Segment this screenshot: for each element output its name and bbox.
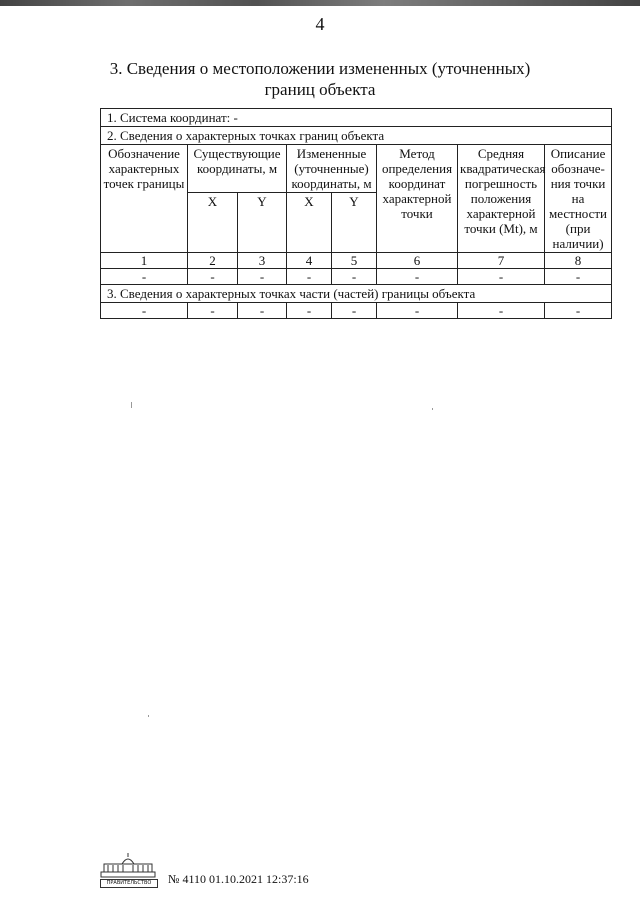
header-y-changed: Y [332,193,377,253]
table-cell: - [287,303,332,319]
coord-system-cell: 1. Система координат: - [101,109,612,127]
table-cell: - [287,269,332,285]
section2-heading-cell: 2. Сведения о характерных точках границ объекта [101,127,612,145]
table-cell: - [238,303,287,319]
column-number: 6 [377,253,458,269]
column-number-row [101,253,612,269]
table-row [101,269,612,285]
column-number: 7 [458,253,545,269]
scan-speck [131,402,132,408]
column-number: 2 [188,253,238,269]
scan-speck [148,715,149,717]
government-building-icon [100,852,156,878]
table-header-row [101,145,612,193]
column-number: 3 [238,253,287,269]
table-cell: - [101,303,188,319]
table-row [101,303,612,319]
boundary-points-table [100,108,612,319]
header-x-changed: X [287,193,332,253]
table-cell: - [101,269,188,285]
stamp-label: ПРАВИТЕЛЬСТВО [100,879,158,888]
header-y-existing: Y [238,193,287,253]
header-changed-coords: Измененные (уточненные) координаты, м [287,145,377,193]
registration-number: № 4110 01.10.2021 12:37:16 [168,872,309,886]
section-title-line-2: границ объекта [264,80,376,99]
scan-edge [0,0,640,6]
header-point-designation: Обозначение характерных точек границы [101,145,188,253]
table-cell: - [332,303,377,319]
column-number: 5 [332,253,377,269]
section-title [90,58,550,100]
table-cell: - [332,269,377,285]
section-title-line-1: 3. Сведения о местоположении измененных (уточненных) [109,59,531,78]
page-number: 4 [315,14,325,34]
table-row [101,109,612,127]
table-row [101,127,612,145]
column-number: 8 [545,253,612,269]
section3-heading-cell: 3. Сведения о характерных точках части (частей) границы объекта [101,285,612,303]
table-cell: - [545,303,612,319]
header-existing-coords: Существующие координаты, м [188,145,287,193]
table-cell: - [458,303,545,319]
header-error: Средняя квадратическая погрешность положения характерной точки (Mt), м [458,145,545,253]
table-cell: - [377,269,458,285]
column-number: 4 [287,253,332,269]
table-cell: - [458,269,545,285]
table-cell: - [188,303,238,319]
table-cell: - [238,269,287,285]
header-description: Описание обозначе-ния точки на местности (при наличии) [545,145,612,253]
table-cell: - [188,269,238,285]
column-number: 1 [101,253,188,269]
table-cell: - [545,269,612,285]
scan-speck [432,408,433,410]
table-cell: - [377,303,458,319]
header-method: Метод определения координат характерной точки [377,145,458,253]
table-row [101,285,612,303]
header-x-existing: X [188,193,238,253]
